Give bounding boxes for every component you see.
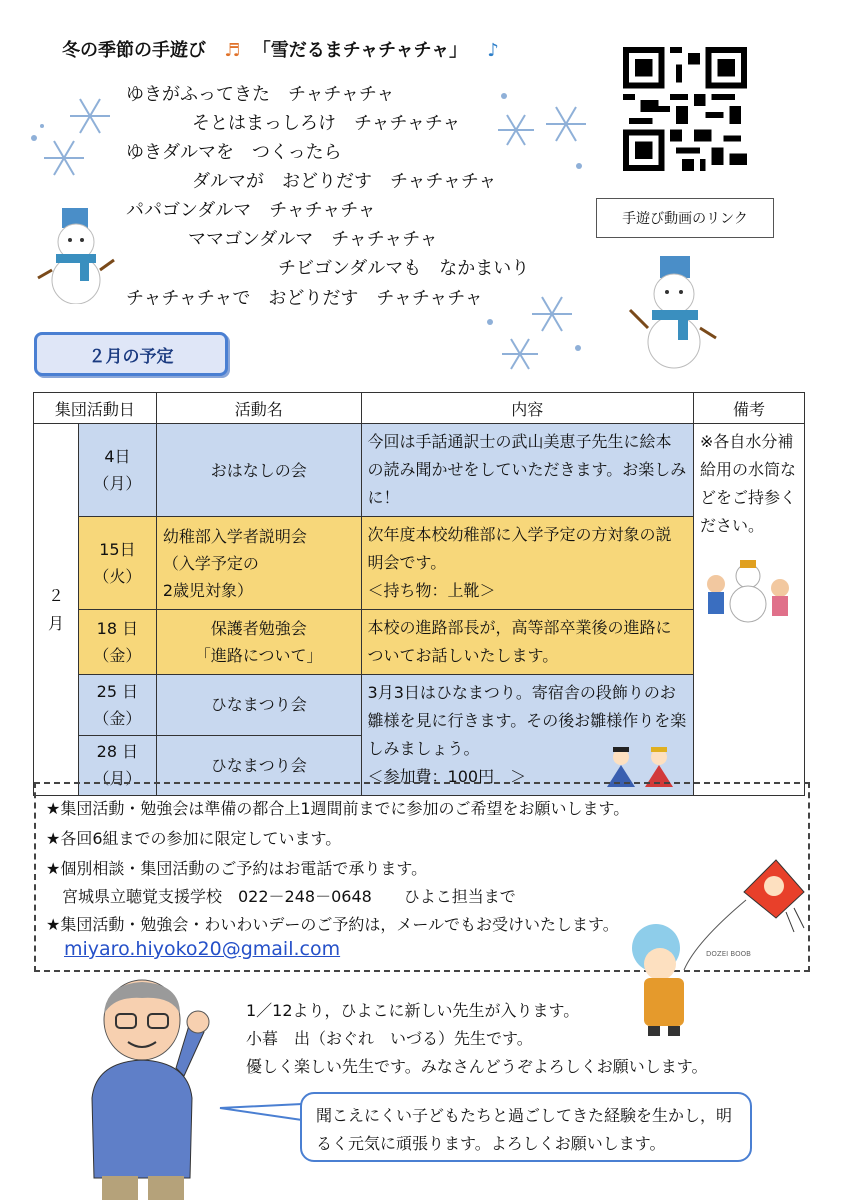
column-header: 備考 — [693, 393, 804, 424]
activity-name-cell: おはなしの会 — [156, 424, 361, 517]
month-cell: ２ 月 — [34, 424, 79, 796]
table-row — [34, 610, 805, 675]
notice-line: ★各回6組までの参加に限定しています。 — [46, 829, 342, 848]
column-header: 集団活動日 — [34, 393, 157, 424]
lyric-line: ダルマが おどりだす チャチャチャ — [192, 171, 497, 192]
date-cell: 15日 （火） — [78, 517, 156, 610]
snowflake-icon — [494, 88, 594, 188]
lyric-line: ゆきがふってきた チャチャチャ — [126, 84, 395, 105]
song-title-name: 「雪だるまチャチャチャ」 — [252, 40, 468, 61]
new-teacher-line: 1／12より，ひよこに新しい先生が入ります。 — [246, 1001, 580, 1020]
activity-name-cell: ひなまつり会 — [156, 735, 361, 796]
video-link-label[interactable]: 手遊び動画のリンク — [596, 198, 774, 238]
date-cell: 18 日 （金） — [78, 610, 156, 675]
teacher-speech-bubble: 聞こえにくい子どもたちと過ごしてきた経験を生かし，明るく元気に頑張ります。よろしくお願いします。 — [300, 1092, 752, 1162]
phone-line: 宮城県立聴覚支援学校 022－248－0648 ひよこ担当まで — [46, 887, 516, 906]
children-snowman-illustration — [700, 554, 796, 624]
new-teacher-line: 小暮 出（おぐれ いづる）先生です。 — [246, 1029, 533, 1048]
child-with-kite-illustration — [626, 852, 816, 1038]
music-note-icon: ♪ — [487, 40, 499, 61]
song-title — [62, 36, 505, 62]
notice-line: ★集団活動・勉強会は準備の都合上1週間前までに参加のご希望をお願いします。 — [46, 799, 630, 818]
schedule-table — [33, 392, 805, 796]
content-cell: 本校の進路部長が，高等部卒業後の進路についてお話しいたします。 — [361, 610, 693, 675]
month-schedule-heading: ２月の予定 — [34, 332, 228, 376]
snowflake-icon — [22, 88, 132, 198]
table-header-row — [34, 393, 805, 424]
date-cell: 25 日 （金） — [78, 675, 156, 736]
date-cell: 28 日 （月） — [78, 735, 156, 796]
notice-line: ★集団活動・勉強会・わいわいデーのご予約は，メールでもお受けいたします。 — [46, 915, 619, 934]
hinamatsuri-content: 3月3日はひなまつり。寄宿舎の段飾りのお雛様を見に行きます。その後お雛様作りを楽しみましょう。 ＜参加費：100円 ＞ — [367, 683, 687, 786]
snowman-illustration — [34, 204, 118, 304]
activity-name-cell: 幼稚部入学者説明会 （入学予定の 2歳児対象） — [156, 517, 361, 610]
column-header: 活動名 — [156, 393, 361, 424]
snowman-illustration — [624, 254, 720, 370]
email-link[interactable]: miyaro.hiyoko20@gmail.com — [64, 938, 341, 960]
new-teacher-line: 優しく楽しい先生です。みなさんどうぞよろしくお願いします。 — [246, 1057, 708, 1076]
content-cell — [361, 675, 693, 796]
teacher-illustration — [72, 978, 242, 1200]
song-title-prefix: 冬の季節の手遊び — [62, 40, 206, 61]
lyric-line: チビゴンダルマも なかまいり — [278, 258, 530, 279]
music-note-icon: ♬ — [224, 40, 241, 61]
lyric-line: チャチャチャで おどりだす チャチャチャ — [126, 288, 483, 309]
lyric-line: ママゴンダルマ チャチャチャ — [188, 229, 438, 250]
qr-code[interactable] — [622, 47, 748, 171]
notice-line: ★個別相談・集団活動のご予約はお電話で承ります。 — [46, 859, 428, 878]
lyric-line: そとはまっしろけ チャチャチャ — [192, 113, 461, 134]
lyric-line: ゆきダルマを つくったら — [126, 142, 342, 163]
snowflake-icon — [482, 292, 592, 382]
table-row — [34, 424, 805, 517]
table-row — [34, 675, 805, 736]
remarks-cell — [693, 424, 804, 796]
remarks-text: ※各自水分補給用の水筒などをご持参ください。 — [699, 432, 796, 535]
date-cell: 4日 （月） — [78, 424, 156, 517]
speech-bubble-tail — [216, 1096, 306, 1126]
activity-name-cell: 保護者勉強会 「進路について」 — [156, 610, 361, 675]
lyric-line: パパゴンダルマ チャチャチャ — [126, 200, 376, 221]
content-cell: 次年度本校幼稚部に入学予定の方対象の説明会です。 ＜持ち物：上靴＞ — [361, 517, 693, 610]
kite-text: DOZEI BOOB — [706, 950, 751, 958]
table-row — [34, 517, 805, 610]
column-header: 内容 — [361, 393, 693, 424]
activity-name-cell: ひなまつり会 — [156, 675, 361, 736]
content-cell: 今回は手話通訳士の武山美恵子先生に絵本の読み聞かせをしていただきます。お楽しみに！ — [361, 424, 693, 517]
